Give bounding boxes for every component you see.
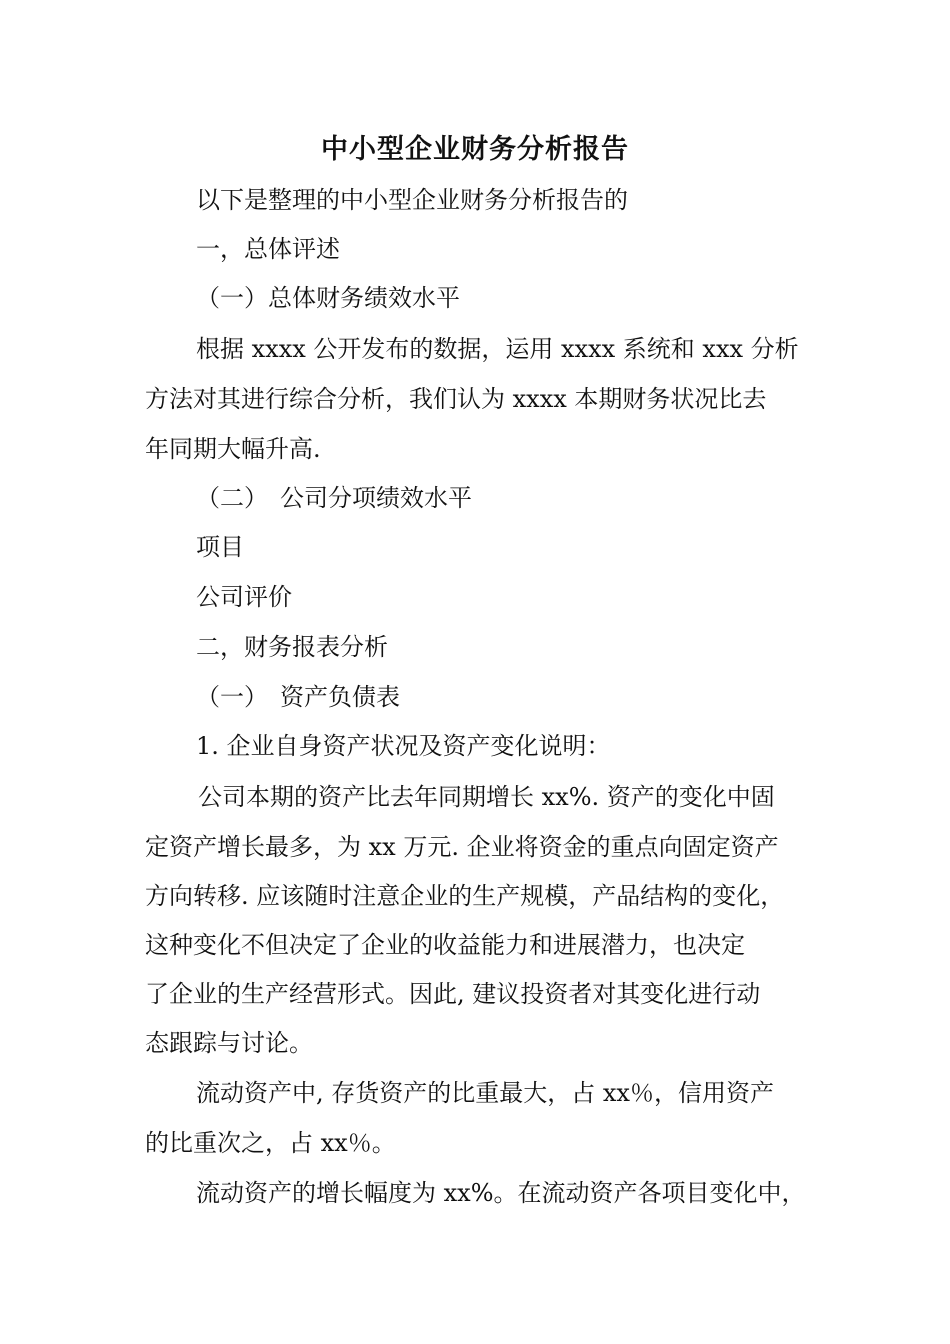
intro-line: 以下是整理的中小型企业财务分析报告的 xyxy=(196,186,628,214)
paragraph-line: 方法对其进行综合分析，我们认为 xxxx 本期财务状况比去 xyxy=(145,385,767,413)
paragraph-line: 态跟踪与讨论。 xyxy=(145,1029,313,1057)
paragraph-line: 根据 xxxx 公开发布的数据，运用 xxxx 系统和 xxx 分析 xyxy=(196,335,799,363)
paragraph-line: 流动资产的增长幅度为 xx%。在流动资产各项目变化中， xyxy=(196,1179,806,1207)
subsection-heading-balance-sheet: （一） 资产负债表 xyxy=(196,683,400,711)
section-heading-overview: 一，总体评述 xyxy=(196,235,340,263)
label-item: 项目 xyxy=(196,533,244,561)
paragraph-line: 的比重次之，占 xx％。 xyxy=(145,1129,396,1157)
subsection-heading-itemized-performance: （二） 公司分项绩效水平 xyxy=(196,484,472,512)
paragraph-line: 方向转移. 应该随时注意企业的生产规模，产品结构的变化， xyxy=(145,882,785,910)
paragraph-line: 流动资产中, 存货资产的比重最大，占 xx％，信用资产 xyxy=(196,1079,774,1107)
numbered-heading-assets: 1. 企业自身资产状况及资产变化说明： xyxy=(196,732,611,760)
paragraph-line: 定资产增长最多，为 xx 万元. 企业将资金的重点向固定资产 xyxy=(145,833,779,861)
paragraph-line: 公司本期的资产比去年同期增长 xx%. 资产的变化中固 xyxy=(198,783,775,811)
document-title: 中小型企业财务分析报告 xyxy=(321,134,629,165)
section-heading-statement-analysis: 二，财务报表分析 xyxy=(196,633,388,661)
paragraph-line: 这种变化不但决定了企业的收益能力和进展潜力，也决定 xyxy=(145,931,745,959)
paragraph-line: 了企业的生产经营形式。因此, 建议投资者对其变化进行动 xyxy=(145,980,761,1008)
subsection-heading-overall-performance: （一）总体财务绩效水平 xyxy=(196,284,460,312)
paragraph-line: 年同期大幅升高. xyxy=(145,435,321,463)
label-company-evaluation: 公司评价 xyxy=(196,583,292,611)
